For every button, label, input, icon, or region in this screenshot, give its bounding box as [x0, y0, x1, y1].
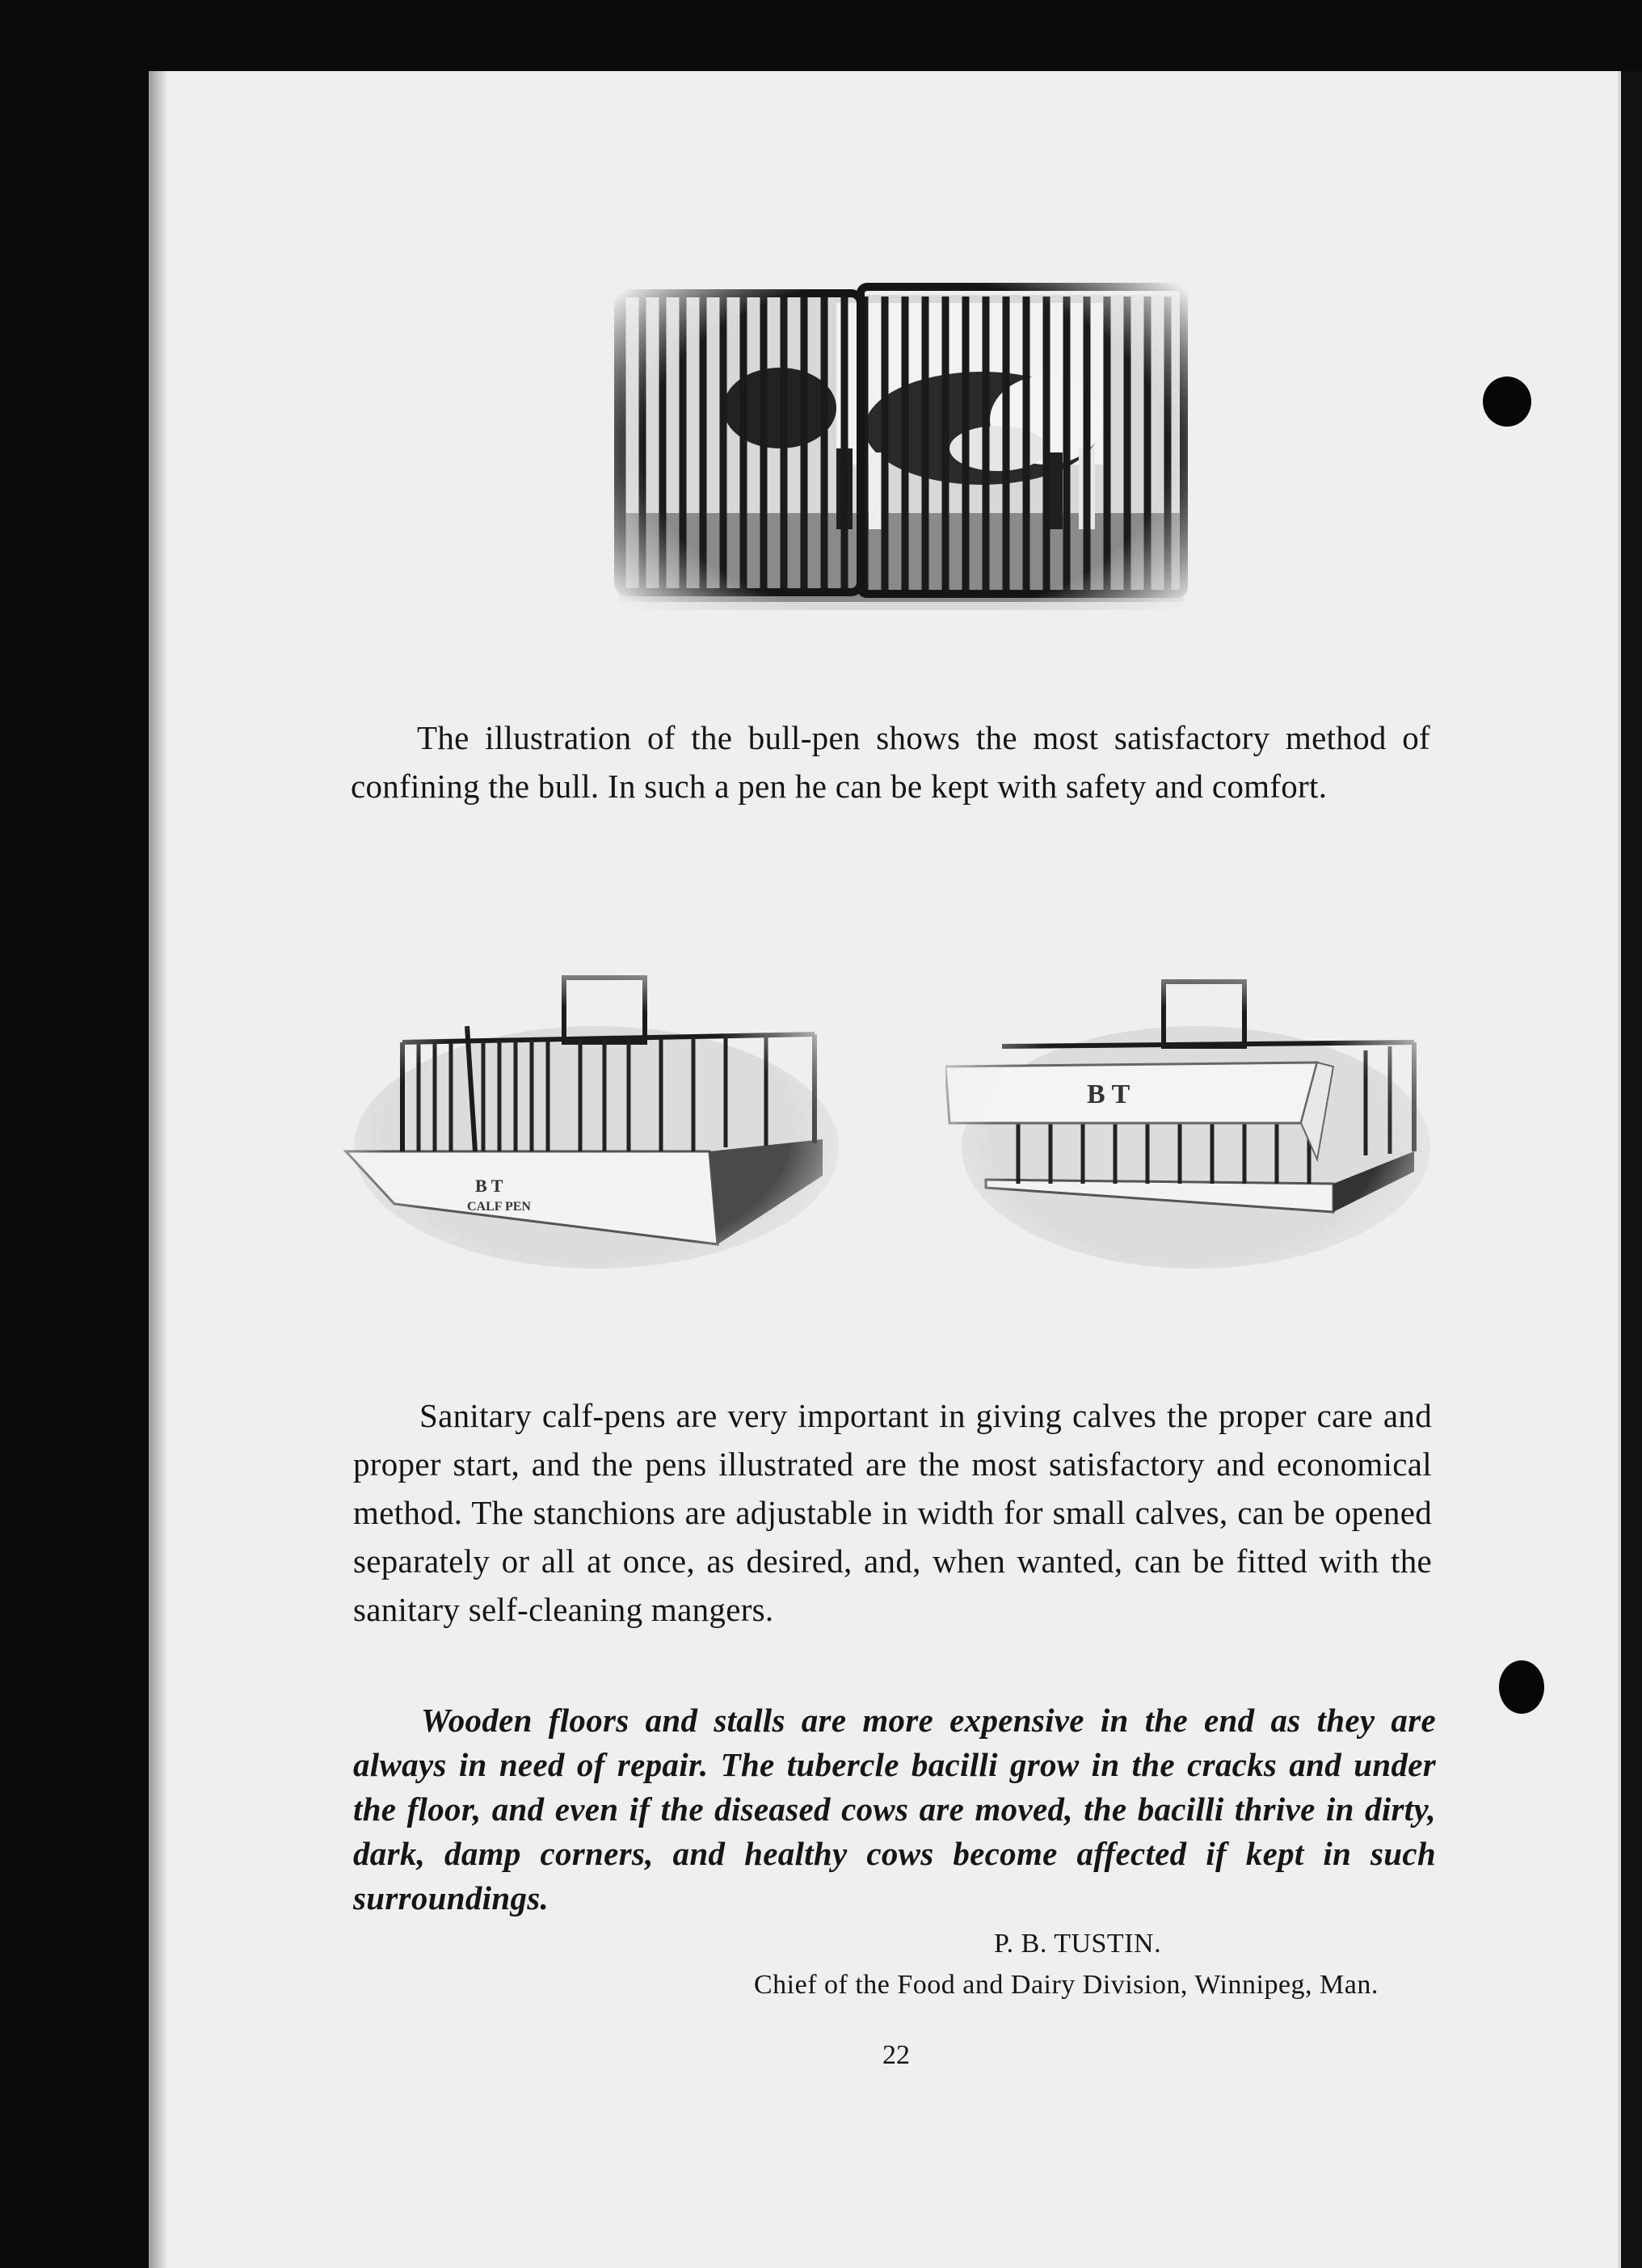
bull-pen-illustration: [594, 246, 1216, 650]
bull-pen-paragraph: The illustration of the bull-pen shows the most satisfactory method of confining the bull. In such a pen he can be kept with safety and comfort.: [351, 719, 1430, 805]
page-right-border: [1618, 71, 1621, 2268]
calf-pen-covered-illustration: [945, 961, 1430, 1273]
wooden-floors-paragraph: Wooden floors and stalls are more expensive in the end as they are always in need of repair. The tubercle bacilli grow in the cracks and under the floor, and even if the diseased cows are moved, the bacilli thrive in dirty, dark, damp corners, and healthy cows become affected if kept in such surroundings.: [353, 1702, 1436, 1917]
scan-blot-bottom: [1499, 1660, 1544, 1714]
bull-pen-drawing: [594, 246, 1216, 650]
calf-pen-covered-drawing: [945, 961, 1430, 1273]
signature-title: Chief of the Food and Dairy Division, Winnipeg, Man.: [754, 1970, 1379, 2000]
calf-pen-paragraph: Sanitary calf-pens are very important in giving calves the proper care and proper start, and the pens illustrated are the most satisfactory and economical method. The stanchions are adjustable in width for small calves, can be opened separately or all at once, as desired, and, when wanted, can be fitted with the sanitary self-cleaning mangers.: [353, 1397, 1432, 1628]
calf-pen-open-illustration: [338, 961, 839, 1273]
page-number: 22: [882, 2040, 910, 2070]
scan-blot-top: [1483, 377, 1531, 427]
calf-pen-open-drawing: [338, 961, 839, 1273]
signature-name: P. B. TUSTIN.: [994, 1929, 1162, 1959]
scan-right-edge: [1618, 71, 1642, 2268]
page-gutter-shadow: [149, 71, 168, 2268]
